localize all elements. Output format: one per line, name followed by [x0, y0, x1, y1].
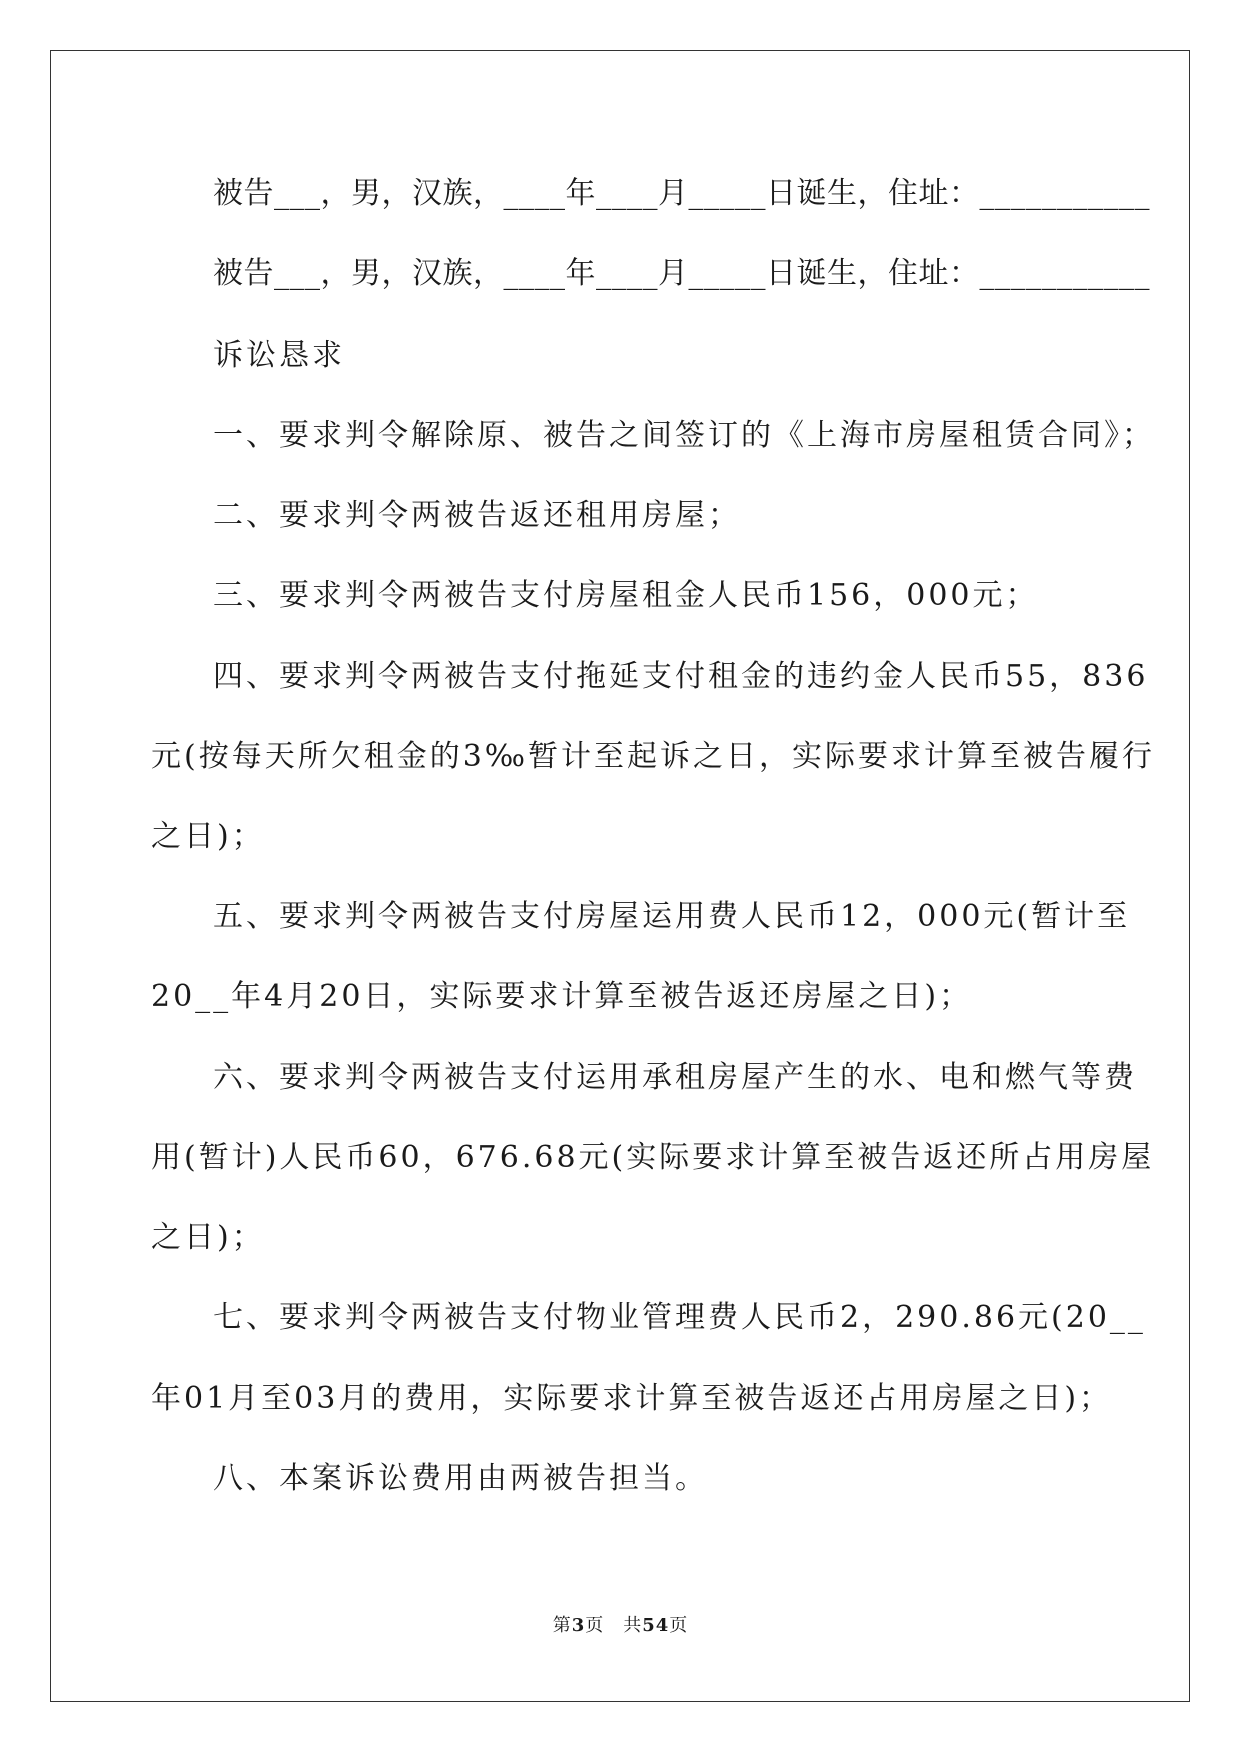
total-page-number: 54 [642, 1615, 670, 1636]
claim-5-line-2: 20__年4月20日，实际要求计算至被告返还房屋之日)； [151, 979, 973, 1014]
claim-7-line-1: 七、要求判令两被告支付物业管理费人民币2，290.86元(20__ [213, 1300, 1146, 1335]
section-heading-claims: 诉讼恳求 [213, 338, 345, 373]
claim-4-line-3: 之日)； [151, 819, 265, 854]
page-footer [0, 1614, 1241, 1638]
claim-6-line-2: 用(暂计)人民币60，676.68元(实际要求计算至被告返还所占用房屋 [151, 1140, 1155, 1175]
claim-1: 一、要求判令解除原、被告之间签订的《上海市房屋租赁合同》； [213, 418, 1155, 453]
page-border [50, 50, 1190, 1702]
footer-prefix: 第 [552, 1615, 572, 1636]
claim-6-line-3: 之日)； [151, 1220, 265, 1255]
claim-2: 二、要求判令两被告返还租用房屋； [213, 498, 741, 533]
claim-7-line-2: 年01月至03月的费用，实际要求计算至被告返还占用房屋之日)； [151, 1381, 1113, 1416]
defendant-line-2: 被告___，男，汉族，____年____月_____日诞生，住址：___________ [213, 256, 1150, 291]
claim-6-line-1: 六、要求判令两被告支付运用承租房屋产生的水、电和燃气等费 [213, 1060, 1137, 1095]
claim-3: 三、要求判令两被告支付房屋租金人民币156，000元； [213, 578, 1039, 613]
claim-8: 八、本案诉讼费用由两被告担当。 [213, 1461, 708, 1496]
footer-suffix: 页 [669, 1615, 689, 1636]
claim-4-line-1: 四、要求判令两被告支付拖延支付租金的违约金人民币55，836 [213, 659, 1149, 694]
claim-4-line-2: 元(按每天所欠租金的3‰暂计至起诉之日，实际要求计算至被告履行 [151, 739, 1156, 774]
defendant-line-1: 被告___，男，汉族，____年____月_____日诞生，住址：___________ [213, 176, 1150, 211]
footer-middle: 页 共 [585, 1615, 643, 1636]
current-page-number: 3 [571, 1615, 586, 1636]
claim-5-line-1: 五、要求判令两被告支付房屋运用费人民币12，000元(暂计至 [213, 899, 1131, 934]
